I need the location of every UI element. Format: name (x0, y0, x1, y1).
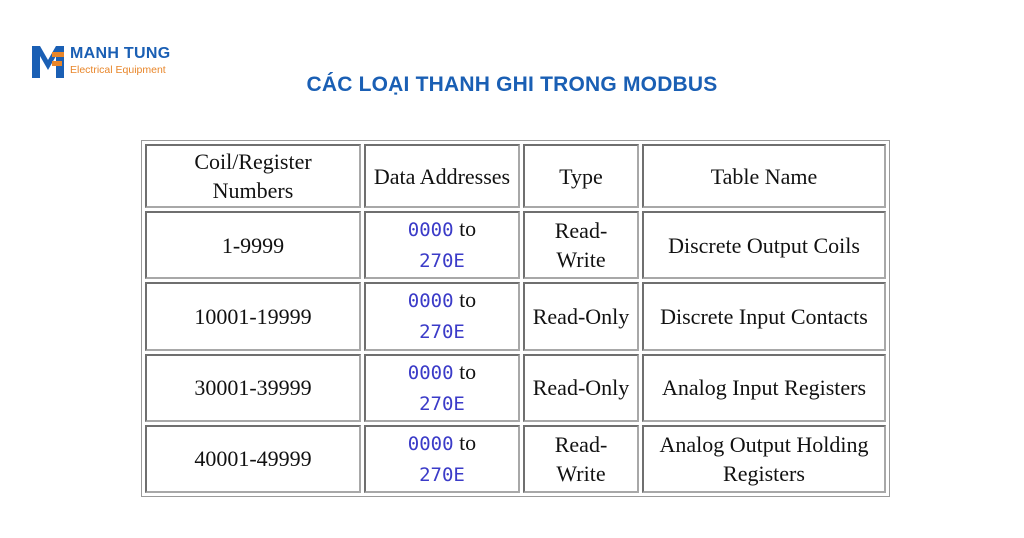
header-type: Type (523, 144, 639, 208)
address-to: to (459, 358, 477, 384)
address-end: 270E (419, 463, 465, 486)
cell-addresses (364, 425, 520, 493)
cell-numbers: 30001-39999 (145, 354, 361, 422)
header-addresses: Data Addresses (364, 144, 520, 208)
address-to: to (459, 429, 477, 455)
page-title: CÁC LOẠI THANH GHI TRONG MODBUS (306, 73, 718, 96)
brand-name: MANH TUNG (70, 45, 171, 62)
address-start: 0000 (407, 432, 454, 455)
address-start: 0000 (407, 219, 454, 242)
address-to: to (459, 216, 477, 242)
table-row (145, 211, 886, 279)
cell-addresses (364, 282, 520, 350)
address-start: 0000 (407, 361, 454, 384)
brand-subtitle: Electrical Equipment (70, 64, 166, 76)
cell-type: Read-Only (523, 282, 639, 350)
cell-table-name: Analog Input Registers (642, 354, 886, 422)
address-end: 270E (419, 321, 465, 344)
address-to: to (459, 287, 477, 313)
cell-table-name: Analog Output Holding Registers (642, 425, 886, 493)
cell-type: Read-Only (523, 354, 639, 422)
address-end: 270E (419, 250, 465, 273)
cell-numbers: 1-9999 (145, 211, 361, 279)
header-numbers: Coil/Register Numbers (145, 144, 361, 208)
table-row (145, 425, 886, 493)
address-end: 270E (419, 392, 465, 415)
cell-addresses (364, 211, 520, 279)
cell-type: Read-Write (523, 425, 639, 493)
address-start: 0000 (407, 290, 454, 313)
cell-type: Read-Write (523, 211, 639, 279)
cell-numbers: 40001-49999 (145, 425, 361, 493)
cell-table-name: Discrete Output Coils (642, 211, 886, 279)
cell-table-name: Discrete Input Contacts (642, 282, 886, 350)
cell-addresses (364, 354, 520, 422)
table-header-row (145, 144, 886, 208)
table-row (145, 282, 886, 350)
modbus-register-table (141, 140, 890, 497)
table-row (145, 354, 886, 422)
header-table-name: Table Name (642, 144, 886, 208)
cell-numbers: 10001-19999 (145, 282, 361, 350)
